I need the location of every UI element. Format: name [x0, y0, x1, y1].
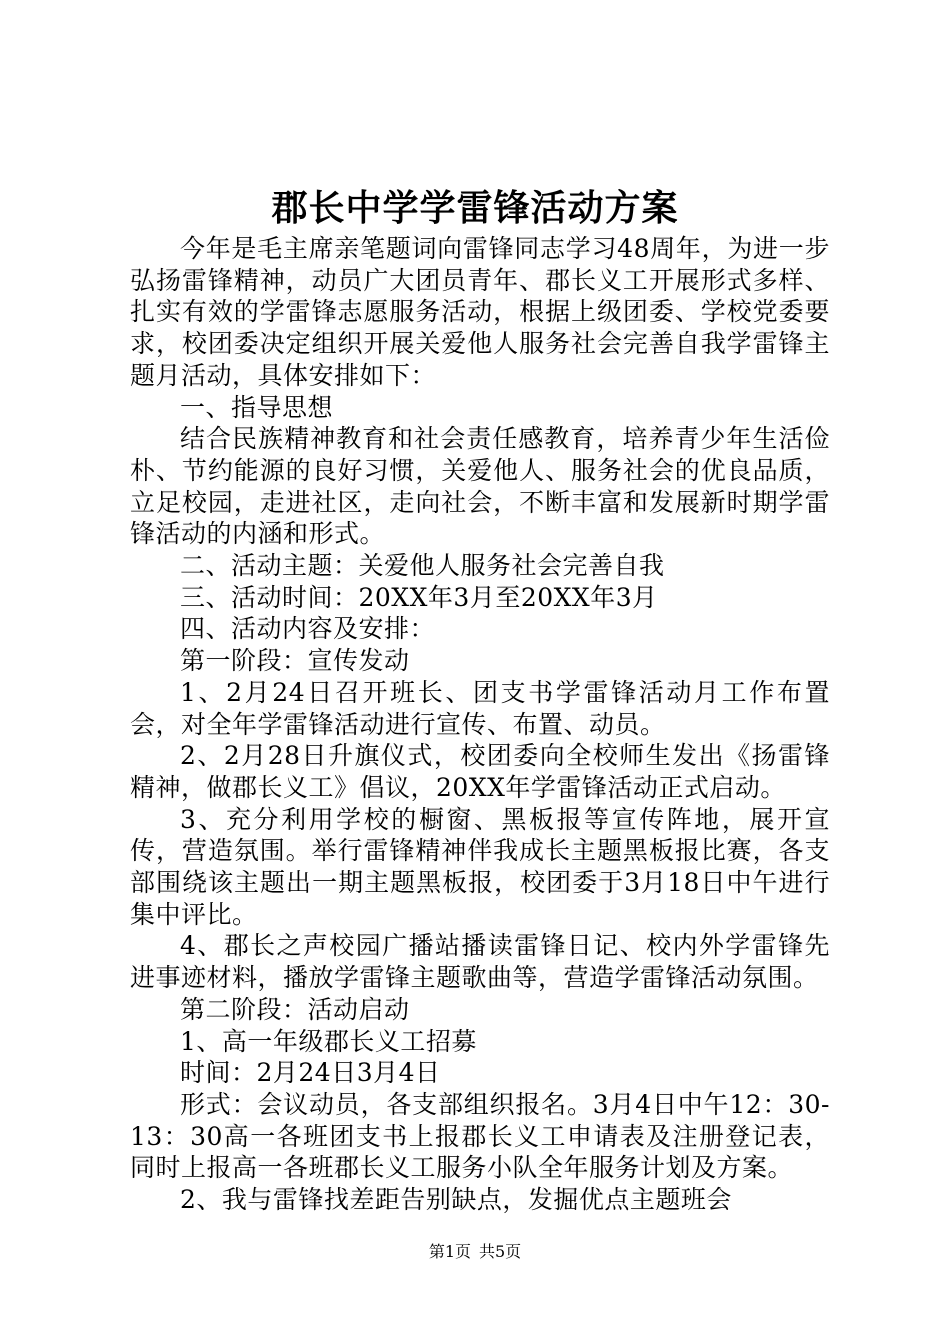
document-title: 郡长中学学雷锋活动方案 — [271, 187, 679, 229]
heading-stage-two: 第二阶段：活动启动 — [180, 994, 410, 1024]
list-item-stage-one-1: 1、2月24日召开班长、团支书学雷锋活动月工作布置会，对全年学雷锋活动进行宣传、布置、动员。 — [130, 677, 830, 739]
heading-activity-time: 三、活动时间：20XX年3月至20XX年3月 — [180, 582, 658, 612]
list-item-stage-one-3: 3、充分利用学校的橱窗、黑板报等宣传阵地，展开宣传，营造氛围。举行雷锋精神伴我成长主题黑板报比赛，各支部围绕该主题出一期主题黑板报，校团委于3月18日中午进行集中评比。 — [130, 804, 830, 929]
stage-two-time: 时间：2月24日3月4日 — [180, 1058, 441, 1088]
list-item-stage-two-2: 2、我与雷锋找差距告别缺点，发掘优点主题班会 — [180, 1185, 732, 1215]
page-footer — [0, 1241, 950, 1263]
page-total: 共5页 — [479, 1242, 522, 1261]
list-item-stage-one-4: 4、郡长之声校园广播站播读雷锋日记、校内外学雷锋先进事迹材料，播放学雷锋主题歌曲等，营造学雷锋活动氛围。 — [130, 931, 830, 993]
list-item-stage-one-2: 2、2月28日升旗仪式，校团委向全校师生发出《扬雷锋精神，做郡长义工》倡议，20XX年学雷锋活动正式启动。 — [130, 741, 830, 802]
heading-stage-one: 第一阶段：宣传发动 — [180, 646, 410, 676]
heading-guiding-ideology: 一、指导思想 — [180, 392, 334, 422]
paragraph-intro: 今年是毛主席亲笔题词向雷锋同志学习48周年，为进一步弘扬雷锋精神，动员广大团员青年、郡长义工开展形式多样、扎实有效的学雷锋志愿服务活动，根据上级团委、学校党委要求，校团委决定组织开展关爱他人服务社会完善自我学雷锋主题月活动，具体安排如下： — [130, 234, 830, 390]
list-item-stage-two-1: 1、高一年级郡长义工招募 — [180, 1026, 477, 1056]
stage-two-format: 形式：会议动员，各支部组织报名。3月4日中午12：30-13：30高一各班团支书上报郡长义工申请表及注册登记表，同时上报高一各班郡长义工服务小队全年服务计划及方案。 — [130, 1089, 830, 1183]
page-number: 第1页 — [428, 1242, 471, 1261]
heading-activity-theme: 二、活动主题：关爱他人服务社会完善自我 — [180, 551, 665, 581]
paragraph-guiding-ideology: 结合民族精神教育和社会责任感教育，培养青少年生活俭朴、节约能源的良好习惯，关爱他人、服务社会的优良品质，立足校园，走进社区，走向社会，不断丰富和发展新时期学雷锋活动的内涵和形式。 — [130, 424, 830, 549]
document-body — [130, 233, 830, 1216]
heading-activity-content: 四、活动内容及安排： — [180, 614, 436, 644]
